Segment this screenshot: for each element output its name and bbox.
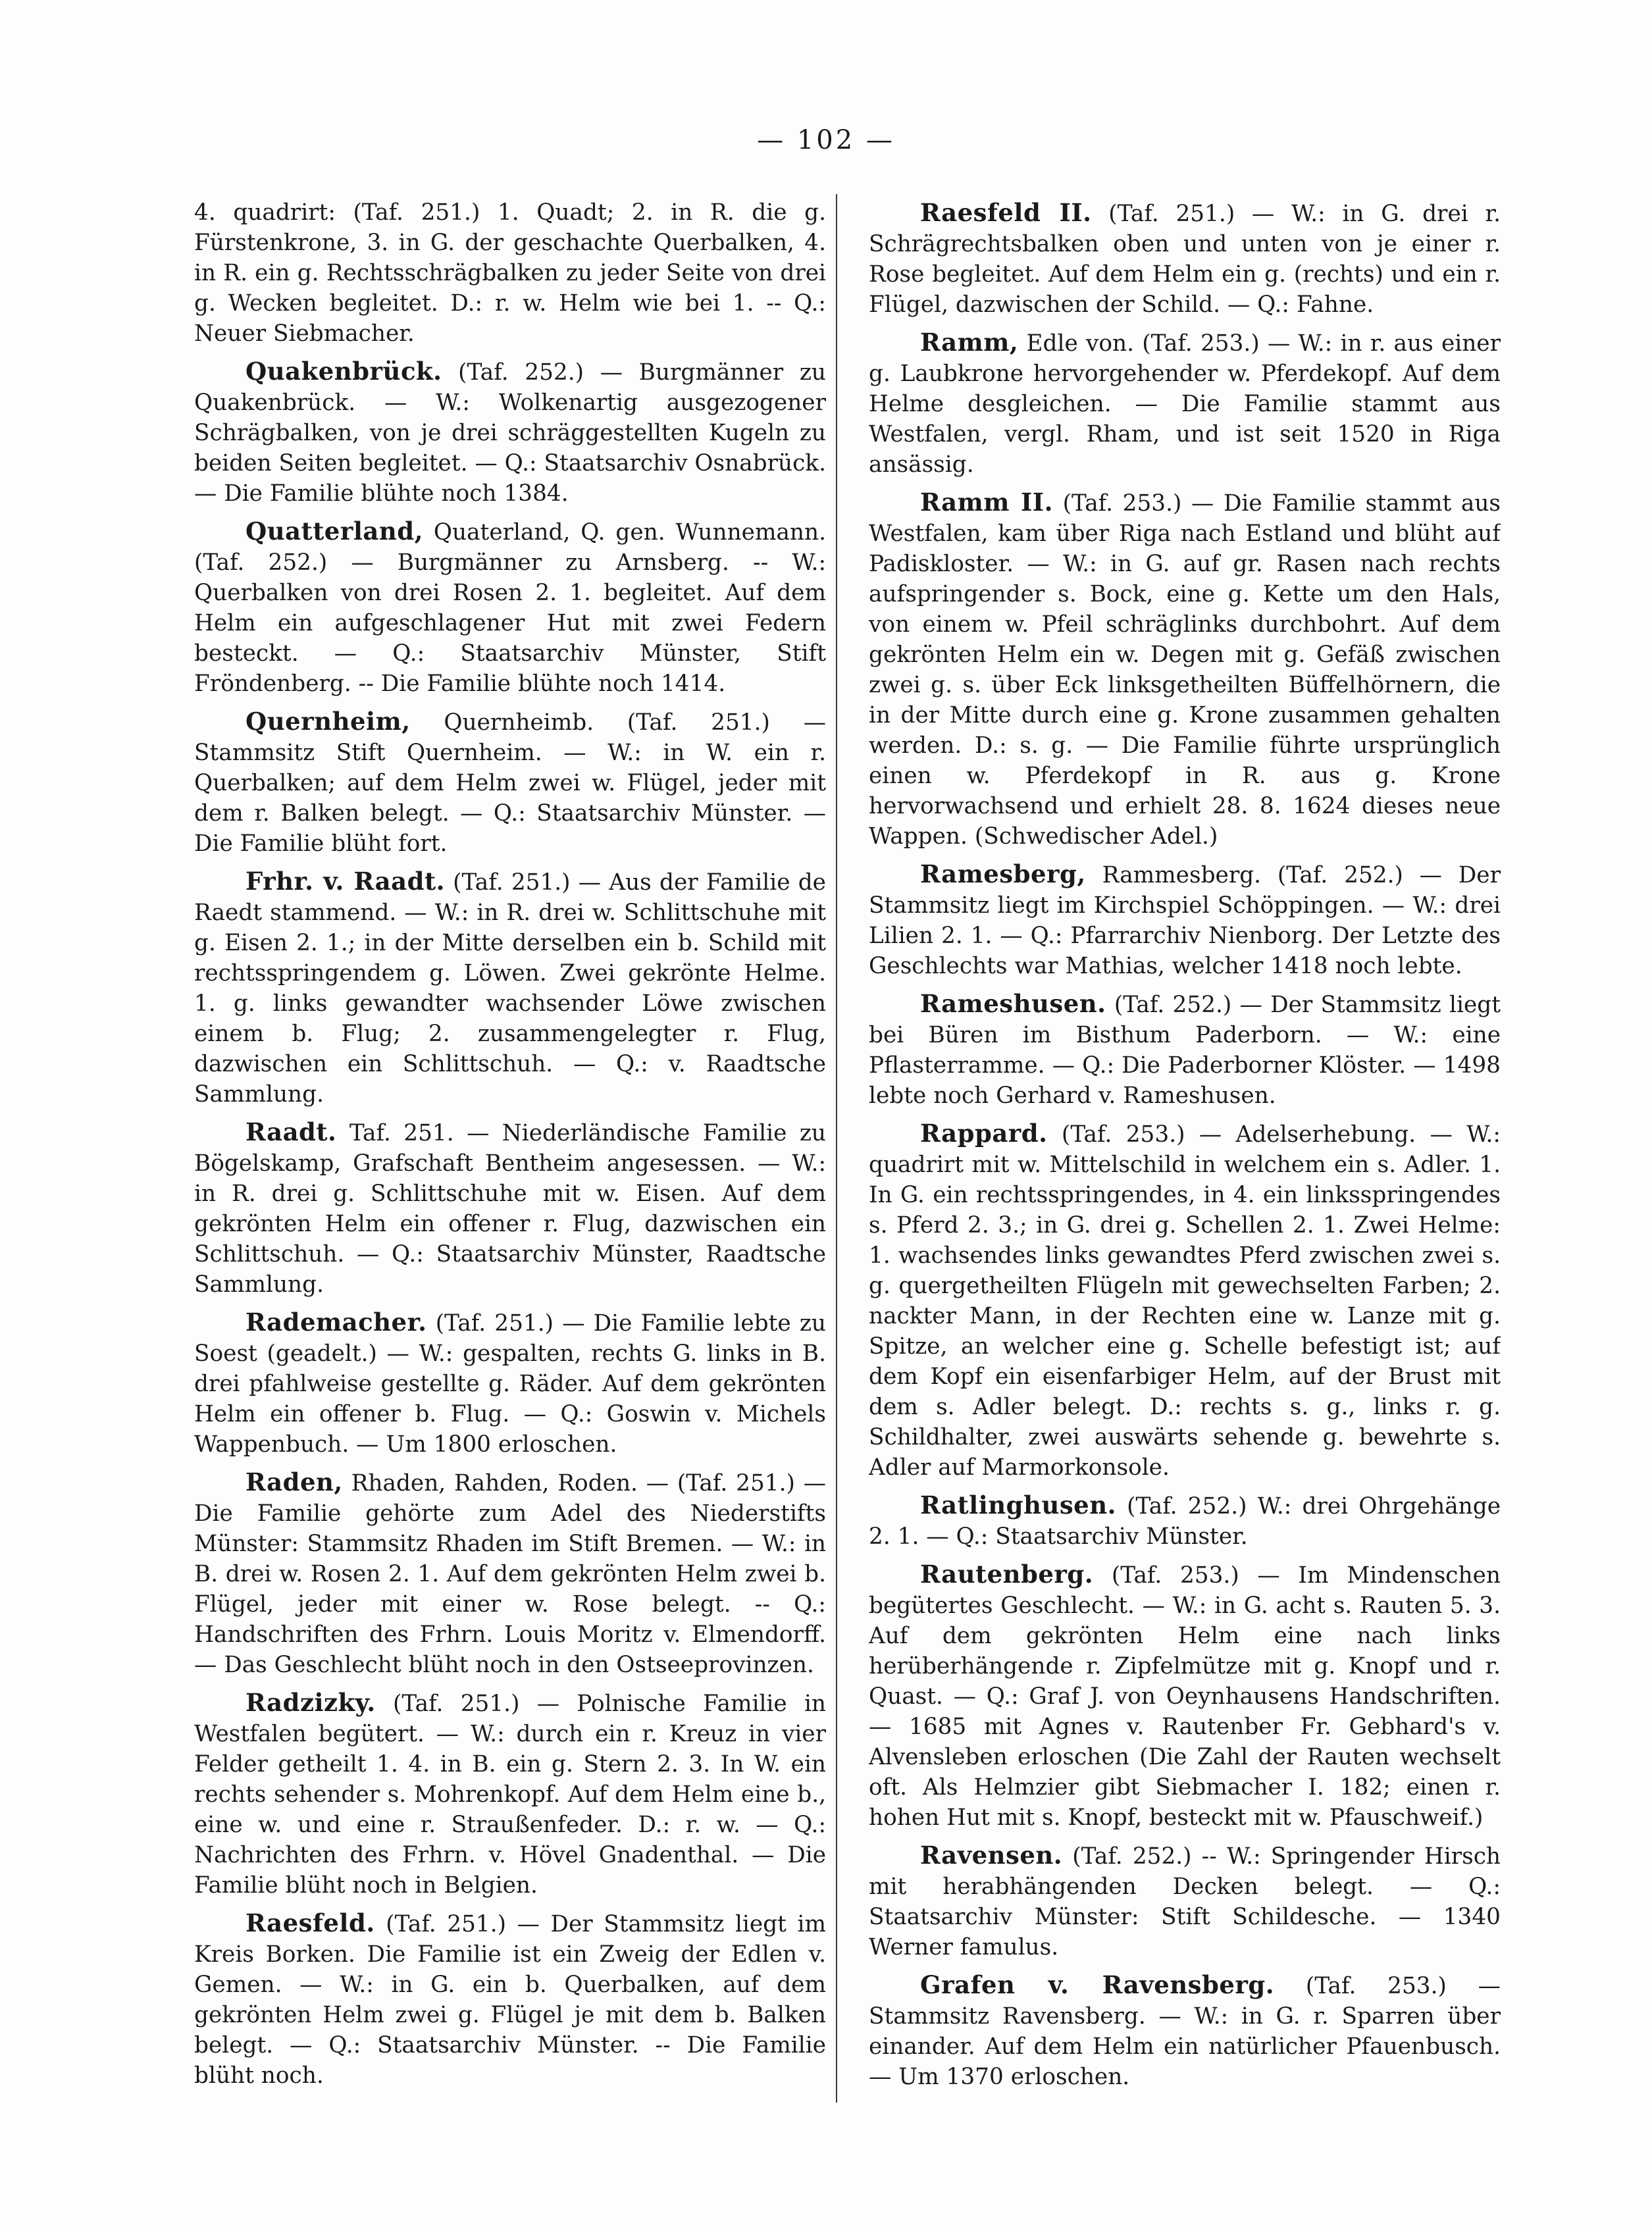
entry (869, 1490, 1501, 1552)
entry-name: Ratlinghusen. (920, 1491, 1117, 1520)
entry (869, 988, 1501, 1111)
entry (194, 1117, 826, 1300)
entry (194, 866, 826, 1110)
entry-text: (Taf. 251.) — Polnische Familie in Westfalen begütert. — W.: durch ein r. Kreuz in vier Felder getheilt 1. 4. in B. ein g. Stern 2. 3. In W. ein rechts sehender s. Mohrenkopf. Auf dem Helm eine b., eine w. und eine r. Straußenfeder. D.: r. w. — Q.: Nachrichten des Frhrn. v. Hövel Gnadenthal. — Die Familie blüht noch in Belgien. (194, 1691, 826, 1899)
entry (194, 356, 826, 509)
entry (194, 706, 826, 859)
entry (869, 1559, 1501, 1833)
entry-text: (Taf. 253.) — Im Mindenschen begütertes Geschlecht. — W.: in G. acht s. Rauten 5. 3. Auf dem gekrönten Helm eine nach links herüberhängende r. Zipfelmütze mit g. Knopf und r. Quast. — Q.: Graf J. von Oeynhausens Handschriften. — 1685 mit Agnes v. Rautenber Fr. Gebhard's v. Alvensleben erloschen (Die Zahl der Rauten wechselt oft. Als Helmzier gibt Siebmacher I. 182; einen r. hohen Hut mit s. Knopf, besteckt mit w. Pfauschweif.) (869, 1562, 1501, 1831)
entry (869, 327, 1501, 480)
entry-name: Rameshusen. (920, 989, 1106, 1018)
entry-name: Rautenberg. (920, 1560, 1094, 1589)
entry-name: Raesfeld II. (920, 198, 1092, 227)
page-number: — 102 — (757, 125, 895, 155)
right-column (869, 197, 1501, 2185)
entry-text: Quernheimb. (Taf. 251.) — Stammsitz Stift Quernheim. — W.: in W. ein r. Querbalken; auf dem Helm zwei w. Flügel, jeder mit dem r. Balken belegt. — Q.: Staatsarchiv Münster. — Die Familie blüht fort. (194, 709, 826, 857)
entry-name: Ramm, (920, 328, 1019, 357)
entry (869, 197, 1501, 320)
entry-name: Grafen v. Ravensberg. (920, 1970, 1275, 1999)
entry-text: (Taf. 251.) — Der Stammsitz liegt im Kreis Borken. Die Familie ist ein Zweig der Edlen v. Gemen. — W.: in G. ein b. Querbalken, auf dem gekrönten Helm zwei g. Flügel je mit dem b. Balken belegt. — Q.: Staatsarchiv Münster. -- Die Familie blüht noch. (194, 1911, 826, 2089)
entry-name: Ravensen. (920, 1841, 1063, 1870)
entry (194, 516, 826, 699)
entry-text: (Taf. 252.) W.: drei Ohrgehänge 2. 1. — Q.: Staatsarchiv Münster. (869, 1493, 1501, 1550)
entry-text: (Taf. 252.) — Der Stammsitz liegt bei Büren im Bisthum Paderborn. — W.: eine Pflasterramme. — Q.: Die Paderborner Klöster. — 1498 lebte noch Gerhard v. Rameshusen. (869, 992, 1501, 1109)
entry-name: Raesfeld. (245, 1908, 375, 1937)
entry (869, 487, 1501, 852)
entry-text: 4. quadrirt: (Taf. 251.) 1. Quadt; 2. in R. die g. Fürstenkrone, 3. in G. der geschachte Querbalken, 4. in R. ein g. Rechtsschrägbalken zu jeder Seite von drei g. Wecken begleitet. D.: r. w. Helm wie bei 1. -- Q.: Neuer Siebmacher. (194, 199, 826, 347)
entry-text: Quaterland, Q. gen. Wunnemann. (Taf. 252.) — Burgmänner zu Arnsberg. -- W.: Querbalken von drei Rosen 2. 1. begleitet. Auf dem Helm ein aufgeschlagener Hut mit zwei Federn besteckt. — Q.: Staatsarchiv Münster, Stift Fröndenberg. -- Die Familie blühte noch 1414. (194, 519, 826, 697)
entry-name: Raden, (245, 1468, 343, 1496)
entry-text: (Taf. 252.) -- W.: Springender Hirsch mit herabhängenden Decken belegt. — Q.: Staatsarchiv Münster: Stift Schildesche. — 1340 Werner famulus. (869, 1843, 1501, 1960)
entry-name: Rappard. (920, 1119, 1048, 1148)
entry-name: Raadt. (245, 1117, 337, 1146)
entry (869, 859, 1501, 981)
entry-text: (Taf. 253.) — Stammsitz Ravensberg. — W.: in G. r. Sparren über einander. Auf dem Helm ein natürlicher Pfauenbusch. — Um 1370 erloschen. (869, 1973, 1501, 2090)
entry-text: (Taf. 251.) — W.: in G. drei r. Schrägrechtsbalken oben und unten von je einer r. Rose begleitet. Auf dem Helm ein g. (rechts) und ein r. Flügel, dazwischen der Schild. — Q.: Fahne. (869, 201, 1501, 318)
entry-name: Quernheim, (245, 707, 411, 736)
entry-text: (Taf. 251.) — Die Familie lebte zu Soest (geadelt.) — W.: gespalten, rechts G. links in B. drei pfahlweise gestellte g. Räder. Auf dem gekrönten Helm ein offener b. Flug. — Q.: Goswin v. Michels Wappenbuch. — Um 1800 erloschen. (194, 1310, 826, 1458)
entry-text: (Taf. 253.) — Adelserhebung. — W.: quadrirt mit w. Mittelschild in welchem ein s. Adler. 1. In G. ein rechtsspringendes, in 4. ein linksspringendes s. Pferd 2. 3.; in G. drei g. Schellen 2. 1. Zwei Helme: 1. wachsendes links gewandtes Pferd zwischen zwei s. g. quergetheilten Flügeln mit gewechselten Farben; 2. nackter Mann, in der Rechten eine w. Lanze mit g. Spitze, an welcher eine g. Schelle befestigt ist; auf dem Kopf ein eisenfarbiger Helm, auf der Brust mit dem s. Adler belegt. D.: rechts s. g., links r. g. Schildhalter, zwei auswärts sehende g. bewehrte s. Adler auf Marmorkonsole. (869, 1121, 1501, 1481)
entry-name: Rademacher. (245, 1308, 427, 1337)
column-divider (836, 194, 837, 2103)
entry (194, 1908, 826, 2091)
left-column (194, 197, 826, 2185)
entry-name: Ramesberg, (920, 859, 1086, 888)
entry-name: Frhr. v. Raadt. (245, 867, 445, 896)
entry-text: (Taf. 253.) — Die Familie stammt aus Westfalen, kam über Riga nach Estland und blüht auf Padiskloster. — W.: in G. auf gr. Rasen nach rechts aufspringender s. Bock, eine g. Kette um den Hals, von einem w. Pfeil schräglinks durchbohrt. Auf dem gekrönten Helm ein w. Degen mit g. Gefäß zwischen zwei g. s. über Eck linksgetheilten Büffelhörnern, die in der Mitte durch eine g. Krone zusammen gehalten werden. D.: s. g. — Die Familie führte ursprünglich einen w. Pferdekopf in R. aus g. Krone hervorwachsend und erhielt 28. 8. 1624 dieses neue Wappen. (Schwedischer Adel.) (869, 490, 1501, 850)
entry-name: Quakenbrück. (245, 357, 442, 386)
entry-text: Edle von. (Taf. 253.) — W.: in r. aus einer g. Laubkrone hervorgehender w. Pferdekopf. Auf dem Helme desgleichen. — Die Familie stammt aus Westfalen, vergl. Rham, und ist seit 1520 in Riga ansässig. (869, 330, 1501, 478)
entry-text: Rhaden, Rahden, Roden. — (Taf. 251.) — Die Familie gehörte zum Adel des Niederstifts Münster: Stammsitz Rhaden im Stift Bremen. — W.: in B. drei w. Rosen 2. 1. Auf dem gekrönten Helm zwei b. Flügel, jeder mit einer w. Rose belegt. -- Q.: Handschriften des Frhrn. Louis Moritz v. Elmendorff. — Das Geschlecht blüht noch in den Ostseeprovinzen. (194, 1470, 826, 1678)
entry-name: Ramm II. (920, 488, 1053, 517)
entry (194, 197, 826, 349)
entry (194, 1307, 826, 1460)
entry-text: (Taf. 251.) — Aus der Familie de Raedt stammend. — W.: in R. drei w. Schlittschuhe mit g. Eisen 2. 1.; in der Mitte derselben ein b. Schild mit rechtsspringendem g. Löwen. Zwei gekrönte Helme. 1. g. links gewandter wachsender Löwe zwischen einem b. Flug; 2. zusammengelegter r. Flug, dazwischen ein Schlittschuh. — Q.: v. Raadtsche Sammlung. (194, 869, 826, 1108)
entry-text: (Taf. 252.) — Burgmänner zu Quakenbrück. — W.: Wolkenartig ausgezogener Schrägbalken, von je drei schräggestellten Kugeln zu beiden Seiten begleitet. — Q.: Staatsarchiv Osnabrück. — Die Familie blühte noch 1384. (194, 359, 826, 507)
entry (869, 1840, 1501, 1962)
entry-name: Radzizky. (245, 1688, 376, 1717)
entry-text: Taf. 251. — Niederländische Familie zu Bögelskamp, Grafschaft Bentheim angesessen. — W.: in R. drei g. Schlittschuhe mit w. Eisen. Auf dem gekrönten Helm ein offener r. Flug, dazwischen ein Schlittschuh. — Q.: Staatsarchiv Münster, Raadtsche Sammlung. (194, 1120, 826, 1298)
entry (194, 1467, 826, 1680)
entry-name: Quatterland, (245, 517, 424, 546)
entry-text: Rammesberg. (Taf. 252.) — Der Stammsitz liegt im Kirchspiel Schöppingen. — W.: drei Lilien 2. 1. — Q.: Pfarrarchiv Nienborg. Der Letzte des Geschlechts war Mathias, welcher 1418 noch lebte. (869, 862, 1501, 979)
entry (194, 1687, 826, 1901)
entry (869, 1970, 1501, 2092)
entry (869, 1118, 1501, 1483)
